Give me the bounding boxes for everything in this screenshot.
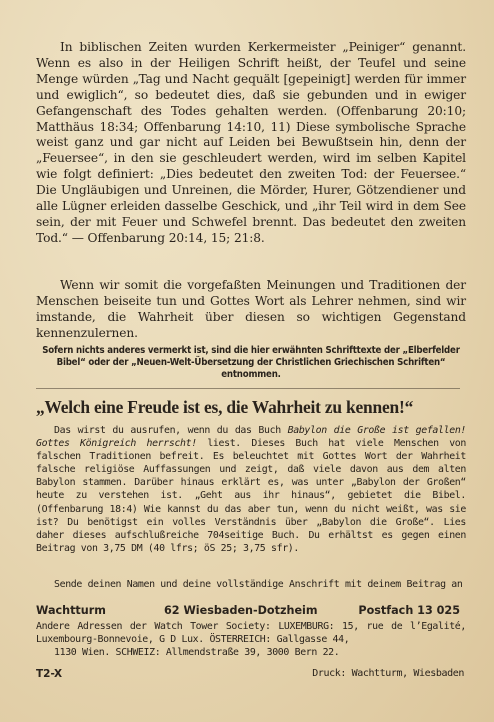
other-addresses-line3: 1130 Wien. SCHWEIZ: Allmendstraße 39, 3000 Bern 22. [54, 647, 340, 659]
address-name: Wachtturm [36, 604, 106, 617]
section-divider [36, 388, 460, 389]
section-heading: „Welch eine Freude ist es, die Wahrheit zu kennen!“ [36, 397, 414, 417]
body-paragraph-2: Wenn wir somit die vorgefaßten Meinungen und Traditionen der Menschen beiseite tun und Gottes Wort als Lehrer nehmen, sind wir imstande, die Wahrheit über diesen so wichtigen Gegenstand kennenzulernen. [36, 278, 466, 340]
address-city: 62 Wiesbaden-Dotzheim [164, 604, 318, 617]
book-offer-paragraph [36, 424, 466, 555]
book-offer-text-a: Das wirst du ausrufen, wenn du das Buch [54, 425, 288, 436]
book-offer-text-b: liest. Dieses Buch hat viele Menschen von falschen Traditionen befreit. Es beleuchtet mit Gottes Wort der Wahrheit falsche religiöse Auffassungen und zeigt, daß viele davon aus dem alten Babylon stammen. Darüber hinaus erklärt es, was unter „Babylon der Großen“ heute zu verstehen ist. „Geht aus ihr hinaus“, gebietet die Bibel. (Offenbarung 18:4) Wie kannst du das aber tun, wenn du nicht weißt, was sie ist? Du benötigst ein volles Verständnis über „Babylon die Große“. Lies daher dieses aufschlußreiche 704seitige Buch. Du erhältst es gegen einen Beitrag von 3,75 DM (40 lfrs; öS 25; 3,75 sfr). [36, 438, 466, 554]
tract-code: T2-X [36, 668, 63, 680]
other-addresses-line1: Andere Adressen der Watch Tower Society: LUXEMBURG: 15, rue de l’Egalité, Luxembourg-Bonnevoie, G D Lux. ÖSTERREICH: Gallgasse 44, [36, 621, 466, 646]
printer-credit: Druck: Wachtturm, Wiesbaden [312, 668, 464, 679]
book-title: Babylon die Große ist gefallen! Gottes Königreich herrscht! [36, 425, 467, 450]
scripture-source-note: Sofern nichts anderes vermerkt ist, sind die hier erwähnten Schrifttexte der „Elberfelder Bibel“ oder der „Neuen-Welt-Übersetzung der Christlichen Griechischen Schriften“ entnommen. [42, 345, 460, 380]
other-addresses [36, 620, 466, 659]
body-paragraph-1: In biblischen Zeiten wurden Kerkermeister „Peiniger“ genannt. Wenn es also in der Heiligen Schrift heißt, der Teufel und seine Menge würden „Tag und Nacht gequält [gepeinigt] werden für immer und ewiglich“, so bedeutet dies, daß sie gebunden und in ewiger Gefangenschaft des Todes gehalten werden. (Offenbarung 20:10; Matthäus 18:34; Offenbarung 14:10, 11) Diese symbolische Sprache weist ganz und gar nicht auf Leiden bei Bewußtsein hin, denn der „Feuersee“, in den sie geschleudert werden, wird im selben Kapitel wie folgt definiert: „Dies bedeutet den zweiten Tod: der Feuersee.“ Die Ungläubigen und Unreinen, die Mörder, Hurer, Götzendiener und alle Lügner erleiden dasselbe Geschick, und „ihr Teil wird in dem See sein, der mit Feuer und Schwefel brennt. Das bedeutet den zweiten Tod.“ — Offenbarung 20:14, 15; 21:8. [36, 40, 466, 245]
address-postbox: Postfach 13 025 [358, 604, 460, 617]
send-instructions: Sende deinen Namen und deine vollständige Anschrift mit deinem Beitrag an [54, 579, 463, 590]
